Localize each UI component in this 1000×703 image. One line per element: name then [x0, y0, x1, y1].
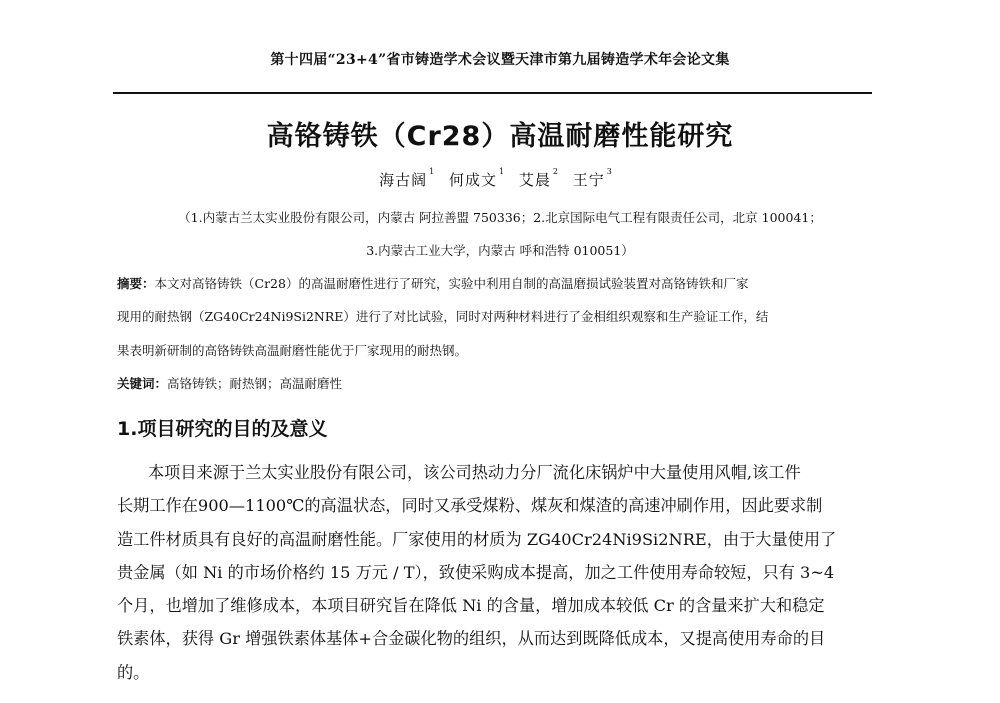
author-affil-mark: 3: [606, 167, 613, 176]
author-affil-mark: 1: [499, 167, 506, 176]
author-affil-mark: 1: [429, 167, 436, 176]
body-text-line: 的。: [117, 663, 150, 682]
body-text-line: 个月，也增加了维修成本，本项目研究旨在降低 Ni 的含量，增加成本较低 Cr 的含量来扩大和稳定: [117, 596, 825, 615]
running-head: 第十四届“23+4”省市铸造学术会议暨天津市第九届铸造学术年会论文集: [270, 52, 730, 68]
body-text-line: 长期工作在900—1100℃的高温状态，同时又承受煤粉、煤灰和煤渣的高速冲刷作用，因此要求制: [117, 496, 823, 515]
paper-title: 高铬铸铁（Cr28）高温耐磨性能研究: [266, 121, 734, 152]
abstract-line-3: 果表明新研制的高铬铸铁高温耐磨性能优于厂家现用的耐热钢。: [117, 343, 468, 358]
author-name: 海古阔: [379, 171, 428, 189]
section-heading: 1.项目研究的目的及意义: [117, 418, 328, 440]
abstract-label: 摘要：: [117, 276, 155, 291]
body-text-line: 造工件材质具有良好的高温耐磨性能。厂家使用的材质为 ZG40Cr24Ni9Si2NRE，由于大量使用了: [117, 530, 837, 549]
header-rule: [113, 92, 872, 94]
author-list: [0, 169, 1000, 190]
author-name: 何成文: [449, 171, 498, 189]
abstract-text: 本文对高铬铸铁（Cr28）的高温耐磨性进行了研究，实验中利用自制的高温磨损试验装置对高铬铸铁和厂家: [154, 276, 749, 291]
affiliation-line-1: （1.内蒙古兰太实业股份有限公司，内蒙古 阿拉善盟 750336；2.北京国际电气工程有限责任公司，北京 100041；: [178, 210, 822, 225]
author-name: 艾晨: [518, 171, 551, 189]
keywords-text: 高铬铸铁；耐热钢；高温耐磨性: [167, 376, 343, 391]
affiliation-line-2: 3.内蒙古工业大学，内蒙古 呼和浩特 010051）: [366, 243, 634, 258]
body-text-line: 本项目来源于兰太实业股份有限公司，该公司热动力分厂流化床锅炉中大量使用风帽,该工件: [148, 463, 801, 482]
author-name: 王宁: [572, 171, 605, 189]
author-affil-mark: 2: [552, 167, 559, 176]
abstract-line-1: [117, 274, 872, 292]
keywords-label: 关键词：: [117, 376, 168, 391]
keywords-line: [117, 374, 872, 392]
body-text-line: 铁素体，获得 Gr 增强铁素体基体+合金碳化物的组织，从而达到既降低成本，又提高使用寿命的目: [117, 629, 826, 648]
body-text-line: 贵金属（如 Ni 的市场价格约 15 万元 / T），致使采购成本提高，加之工件使用寿命较短，只有 3~4: [117, 563, 835, 582]
abstract-line-2: 现用的耐热钢（ZG40Cr24Ni9Si2NRE）进行了对比试验，同时对两种材料进行了金相组织观察和生产验证工作，结: [117, 309, 769, 324]
